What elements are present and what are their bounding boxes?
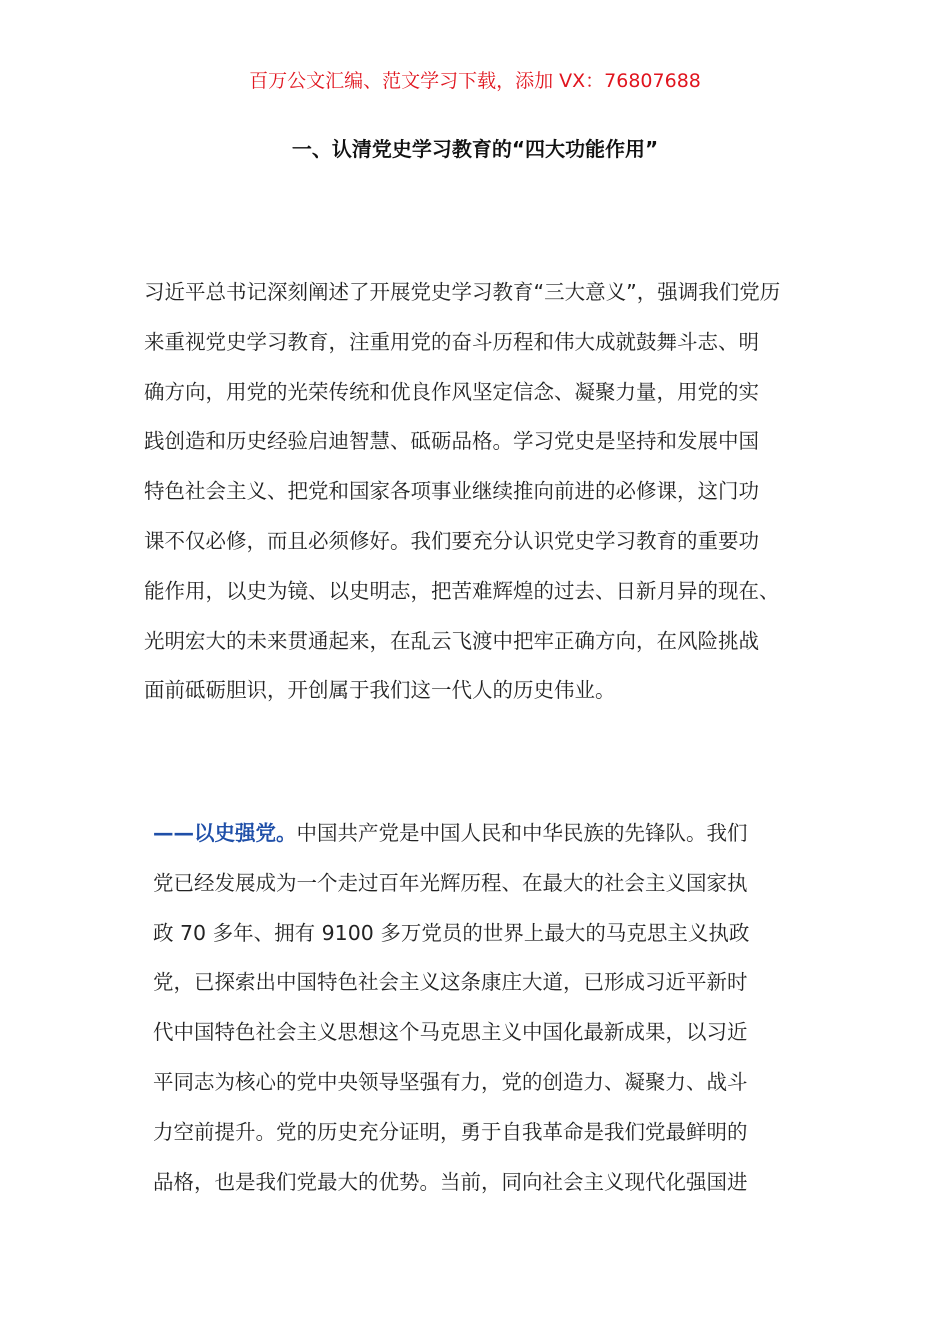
paragraph-line: 特色社会主义、把党和国家各项事业继续推向前进的必修课，这门功: [144, 479, 759, 504]
paragraph-line: 党已经发展成为一个走过百年光辉历程、在最大的社会主义国家执: [153, 870, 748, 895]
paragraph-line: 确方向，用党的光荣传统和优良作风坚定信念、凝聚力量，用党的实: [144, 379, 759, 404]
paragraph-line: [153, 809, 749, 859]
paragraph-text: 中国共产党是中国人民和中华民族的先锋队。我们: [296, 821, 748, 845]
paragraph-intro: [144, 268, 780, 716]
paragraph-line: 政 70 多年、拥有 9100 多万党员的世界上最大的马克思主义执政: [153, 920, 750, 945]
paragraph-line: 来重视党史学习教育，注重用党的奋斗历程和伟大成就鼓舞斗志、明: [144, 329, 759, 354]
paragraph-line: 党，已探索出中国特色社会主义这条康庄大道，已形成习近平新时: [153, 970, 748, 995]
paragraph-line: 平同志为核心的党中央领导坚强有力，党的创造力、凝聚力、战斗: [153, 1069, 748, 1094]
paragraph-line: 面前砥砺胆识，开创属于我们这一代人的历史伟业。: [144, 678, 616, 703]
paragraph-line: 代中国特色社会主义思想这个马克思主义中国化最新成果，以习近: [153, 1020, 748, 1045]
paragraph-line: 力空前提升。党的历史充分证明，勇于自我革命是我们党最鲜明的: [153, 1119, 748, 1144]
paragraph-line: 课不仅必修，而且必须修好。我们要充分认识党史学习教育的重要功: [144, 528, 759, 553]
watermark-header: 百万公文汇编、范文学习下载，添加 VX：76807688: [249, 70, 701, 92]
paragraph-history-strengthens-party: [153, 809, 749, 1207]
paragraph-line: 习近平总书记深刻阐述了开展党史学习教育“三大意义”，强调我们党历: [144, 280, 781, 304]
paragraph-line: 品格，也是我们党最大的优势。当前，同向社会主义现代化强国进: [153, 1169, 748, 1194]
paragraph-line: 践创造和历史经验启迪智慧、砥砺品格。学习党史是坚持和发展中国: [144, 429, 759, 454]
paragraph-line: 能作用，以史为镜、以史明志，把苦难辉煌的过去、日新月异的现在、: [144, 578, 780, 603]
section-title: 一、认清党史学习教育的“四大功能作用”: [291, 137, 659, 161]
paragraph-lead: ——以史强党。: [153, 821, 297, 845]
paragraph-line: 光明宏大的未来贯通起来，在乱云飞渡中把牢正确方向，在风险挑战: [144, 628, 759, 653]
